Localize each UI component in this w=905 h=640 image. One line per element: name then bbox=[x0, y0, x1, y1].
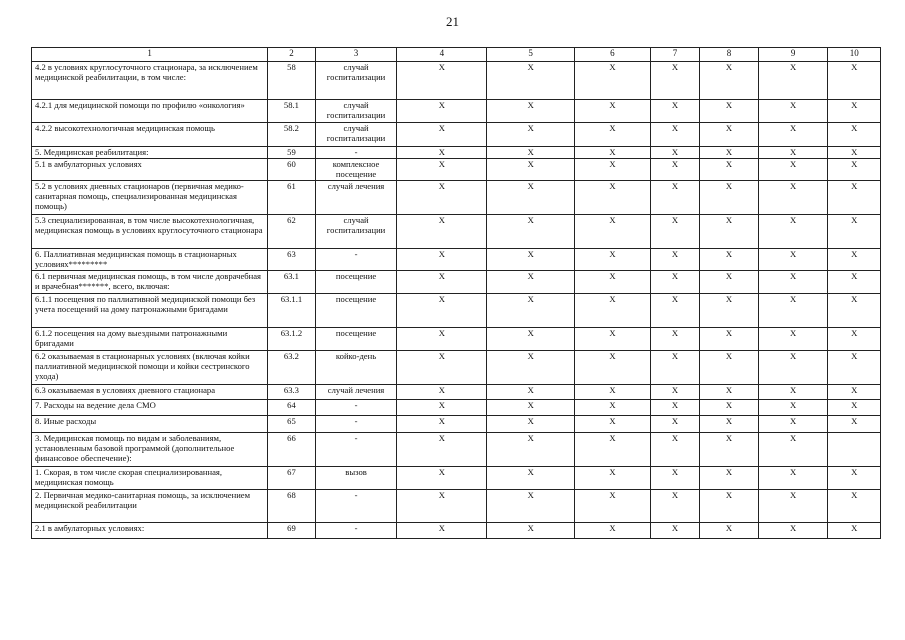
value-cell: Х bbox=[650, 147, 699, 159]
value-cell: Х bbox=[397, 294, 487, 328]
value-cell: Х bbox=[828, 62, 881, 100]
table-row bbox=[32, 385, 881, 400]
value-cell: Х bbox=[700, 467, 759, 490]
value-cell: Х bbox=[397, 416, 487, 433]
table-row bbox=[32, 400, 881, 416]
value-cell: Х bbox=[650, 416, 699, 433]
table-row bbox=[32, 215, 881, 249]
row-unit: вызов bbox=[315, 467, 397, 490]
value-cell: Х bbox=[575, 62, 651, 100]
value-cell: Х bbox=[758, 490, 828, 523]
value-cell: Х bbox=[828, 249, 881, 271]
row-unit: посещение bbox=[315, 294, 397, 328]
value-cell: Х bbox=[828, 467, 881, 490]
value-cell: Х bbox=[575, 294, 651, 328]
row-unit: комплексное посещение bbox=[315, 159, 397, 181]
value-cell: Х bbox=[487, 400, 575, 416]
value-cell: Х bbox=[650, 385, 699, 400]
table-row bbox=[32, 123, 881, 147]
value-cell: Х bbox=[397, 62, 487, 100]
value-cell: Х bbox=[828, 490, 881, 523]
value-cell: Х bbox=[575, 100, 651, 123]
row-unit: - bbox=[315, 490, 397, 523]
value-cell: Х bbox=[397, 123, 487, 147]
value-cell: Х bbox=[828, 159, 881, 181]
value-cell bbox=[828, 433, 881, 467]
value-cell: Х bbox=[650, 328, 699, 351]
row-code: 69 bbox=[268, 523, 315, 539]
table-row bbox=[32, 181, 881, 215]
value-cell: Х bbox=[397, 271, 487, 294]
table-row bbox=[32, 249, 881, 271]
value-cell: Х bbox=[828, 271, 881, 294]
value-cell: Х bbox=[487, 490, 575, 523]
value-cell: Х bbox=[397, 433, 487, 467]
value-cell: Х bbox=[758, 249, 828, 271]
value-cell: Х bbox=[700, 100, 759, 123]
value-cell: Х bbox=[487, 159, 575, 181]
column-header: 5 bbox=[487, 48, 575, 62]
row-indicator-name: 5.2 в условиях дневных стационаров (первичная медико-санитарная помощь, специализированная медицинская помощь) bbox=[32, 181, 268, 215]
value-cell: Х bbox=[575, 400, 651, 416]
row-indicator-name: 4.2.1 для медицинской помощи по профилю «онкология» bbox=[32, 100, 268, 123]
value-cell: Х bbox=[397, 100, 487, 123]
row-indicator-name: 7. Расходы на ведение дела СМО bbox=[32, 400, 268, 416]
row-code: 64 bbox=[268, 400, 315, 416]
row-code: 63.1.2 bbox=[268, 328, 315, 351]
row-code: 60 bbox=[268, 159, 315, 181]
value-cell: Х bbox=[758, 467, 828, 490]
row-indicator-name: 6. Паллиативная медицинская помощь в стационарных условиях********* bbox=[32, 249, 268, 271]
value-cell: Х bbox=[575, 271, 651, 294]
value-cell: Х bbox=[828, 400, 881, 416]
value-cell: Х bbox=[575, 385, 651, 400]
value-cell: Х bbox=[487, 147, 575, 159]
table-row bbox=[32, 294, 881, 328]
value-cell: Х bbox=[758, 385, 828, 400]
column-header: 3 bbox=[315, 48, 397, 62]
value-cell: Х bbox=[397, 523, 487, 539]
value-cell: Х bbox=[487, 215, 575, 249]
row-indicator-name: 8. Иные расходы bbox=[32, 416, 268, 433]
value-cell: Х bbox=[650, 215, 699, 249]
row-indicator-name: 5.1 в амбулаторных условиях bbox=[32, 159, 268, 181]
row-code: 58.2 bbox=[268, 123, 315, 147]
row-indicator-name: 5. Медицинская реабилитация: bbox=[32, 147, 268, 159]
value-cell: Х bbox=[758, 328, 828, 351]
value-cell: Х bbox=[397, 249, 487, 271]
value-cell: Х bbox=[700, 181, 759, 215]
value-cell: Х bbox=[575, 181, 651, 215]
value-cell: Х bbox=[758, 294, 828, 328]
page-number: 21 bbox=[446, 14, 459, 29]
row-code: 59 bbox=[268, 147, 315, 159]
value-cell: Х bbox=[575, 147, 651, 159]
row-code: 58 bbox=[268, 62, 315, 100]
value-cell: Х bbox=[700, 400, 759, 416]
row-indicator-name: 6.1.2 посещения на дому выездными патронажными бригадами bbox=[32, 328, 268, 351]
value-cell: Х bbox=[650, 181, 699, 215]
value-cell: Х bbox=[828, 294, 881, 328]
column-header: 4 bbox=[397, 48, 487, 62]
value-cell: Х bbox=[650, 400, 699, 416]
table-row bbox=[32, 271, 881, 294]
value-cell: Х bbox=[487, 100, 575, 123]
column-header: 10 bbox=[828, 48, 881, 62]
value-cell: Х bbox=[397, 215, 487, 249]
row-unit: случай лечения bbox=[315, 181, 397, 215]
row-unit: койко-день bbox=[315, 351, 397, 385]
value-cell: Х bbox=[487, 328, 575, 351]
value-cell: Х bbox=[758, 271, 828, 294]
value-cell: Х bbox=[487, 123, 575, 147]
value-cell: Х bbox=[650, 433, 699, 467]
value-cell: Х bbox=[575, 215, 651, 249]
row-indicator-name: 4.2.2 высокотехнологичная медицинская помощь bbox=[32, 123, 268, 147]
value-cell: Х bbox=[758, 62, 828, 100]
row-indicator-name: 6.1.1 посещения по паллиативной медицинской помощи без учета посещений на дому патронажными бригадами bbox=[32, 294, 268, 328]
value-cell: Х bbox=[650, 351, 699, 385]
value-cell: Х bbox=[650, 249, 699, 271]
value-cell: Х bbox=[487, 385, 575, 400]
value-cell: Х bbox=[700, 123, 759, 147]
row-unit: - bbox=[315, 147, 397, 159]
value-cell: Х bbox=[700, 249, 759, 271]
table-row bbox=[32, 351, 881, 385]
row-unit: случай лечения bbox=[315, 385, 397, 400]
data-table bbox=[31, 47, 881, 539]
table-row bbox=[32, 100, 881, 123]
value-cell: Х bbox=[700, 159, 759, 181]
value-cell: Х bbox=[758, 351, 828, 385]
value-cell: Х bbox=[397, 351, 487, 385]
table-row bbox=[32, 328, 881, 351]
row-code: 63.2 bbox=[268, 351, 315, 385]
row-indicator-name: 6.3 оказываемая в условиях дневного стационара bbox=[32, 385, 268, 400]
row-indicator-name: 6.2 оказываемая в стационарных условиях (включая койки паллиативной медицинской помощи и койки сестринского ухода) bbox=[32, 351, 268, 385]
table-row bbox=[32, 62, 881, 100]
value-cell: Х bbox=[758, 416, 828, 433]
table-row bbox=[32, 416, 881, 433]
value-cell: Х bbox=[487, 416, 575, 433]
row-code: 68 bbox=[268, 490, 315, 523]
value-cell: Х bbox=[700, 490, 759, 523]
value-cell: Х bbox=[828, 416, 881, 433]
value-cell: Х bbox=[700, 294, 759, 328]
value-cell: Х bbox=[700, 523, 759, 539]
row-unit: посещение bbox=[315, 328, 397, 351]
row-indicator-name: 2. Первичная медико-санитарная помощь, за исключением медицинской реабилитации bbox=[32, 490, 268, 523]
value-cell: Х bbox=[700, 385, 759, 400]
value-cell: Х bbox=[575, 159, 651, 181]
row-code: 63.3 bbox=[268, 385, 315, 400]
row-unit: - bbox=[315, 433, 397, 467]
value-cell: Х bbox=[700, 147, 759, 159]
value-cell: Х bbox=[828, 147, 881, 159]
row-unit: - bbox=[315, 400, 397, 416]
value-cell: Х bbox=[828, 328, 881, 351]
value-cell: Х bbox=[650, 271, 699, 294]
row-indicator-name: 2.1 в амбулаторных условиях: bbox=[32, 523, 268, 539]
value-cell: Х bbox=[758, 523, 828, 539]
value-cell: Х bbox=[650, 294, 699, 328]
value-cell: Х bbox=[758, 181, 828, 215]
value-cell: Х bbox=[758, 400, 828, 416]
value-cell: Х bbox=[700, 215, 759, 249]
value-cell: Х bbox=[650, 490, 699, 523]
row-unit: случай госпитализации bbox=[315, 215, 397, 249]
table-row bbox=[32, 523, 881, 539]
value-cell: Х bbox=[758, 433, 828, 467]
value-cell: Х bbox=[575, 249, 651, 271]
value-cell: Х bbox=[487, 181, 575, 215]
value-cell: Х bbox=[397, 467, 487, 490]
table-row bbox=[32, 490, 881, 523]
value-cell: Х bbox=[487, 271, 575, 294]
value-cell: Х bbox=[397, 181, 487, 215]
row-code: 62 bbox=[268, 215, 315, 249]
row-unit: случай госпитализации bbox=[315, 123, 397, 147]
row-code: 63.1.1 bbox=[268, 294, 315, 328]
value-cell: Х bbox=[700, 351, 759, 385]
value-cell: Х bbox=[487, 62, 575, 100]
value-cell: Х bbox=[575, 416, 651, 433]
value-cell: Х bbox=[758, 215, 828, 249]
column-header: 9 bbox=[758, 48, 828, 62]
value-cell: Х bbox=[650, 100, 699, 123]
row-code: 61 bbox=[268, 181, 315, 215]
value-cell: Х bbox=[700, 62, 759, 100]
row-unit: - bbox=[315, 416, 397, 433]
row-indicator-name: 6.1 первичная медицинская помощь, в том числе доврачебная и врачебная*******, всего, включая: bbox=[32, 271, 268, 294]
value-cell: Х bbox=[758, 147, 828, 159]
row-code: 63.1 bbox=[268, 271, 315, 294]
row-indicator-name: 3. Медицинская помощь по видам и заболеваниям, установленным базовой программой (дополнительное финансовое обеспечение): bbox=[32, 433, 268, 467]
value-cell: Х bbox=[828, 215, 881, 249]
value-cell: Х bbox=[575, 123, 651, 147]
row-indicator-name: 4.2 в условиях круглосуточного стационара, за исключением медицинской реабилитации, в том числе: bbox=[32, 62, 268, 100]
value-cell: Х bbox=[487, 523, 575, 539]
value-cell: Х bbox=[397, 328, 487, 351]
row-code: 67 bbox=[268, 467, 315, 490]
value-cell: Х bbox=[487, 433, 575, 467]
value-cell: Х bbox=[487, 249, 575, 271]
value-cell: Х bbox=[575, 523, 651, 539]
value-cell: Х bbox=[575, 351, 651, 385]
value-cell: Х bbox=[397, 400, 487, 416]
value-cell: Х bbox=[650, 62, 699, 100]
table-row bbox=[32, 147, 881, 159]
value-cell: Х bbox=[397, 385, 487, 400]
value-cell: Х bbox=[700, 271, 759, 294]
value-cell: Х bbox=[828, 385, 881, 400]
value-cell: Х bbox=[700, 328, 759, 351]
row-code: 65 bbox=[268, 416, 315, 433]
row-indicator-name: 1. Скорая, в том числе скорая специализированная, медицинская помощь bbox=[32, 467, 268, 490]
table-row bbox=[32, 433, 881, 467]
column-header: 6 bbox=[575, 48, 651, 62]
value-cell: Х bbox=[650, 123, 699, 147]
value-cell: Х bbox=[397, 147, 487, 159]
value-cell: Х bbox=[828, 181, 881, 215]
value-cell: Х bbox=[700, 433, 759, 467]
row-code: 63 bbox=[268, 249, 315, 271]
column-header: 2 bbox=[268, 48, 315, 62]
table-row bbox=[32, 159, 881, 181]
table-row bbox=[32, 467, 881, 490]
value-cell: Х bbox=[487, 351, 575, 385]
value-cell: Х bbox=[700, 416, 759, 433]
column-number-row bbox=[32, 48, 881, 62]
row-unit: - bbox=[315, 249, 397, 271]
value-cell: Х bbox=[575, 433, 651, 467]
value-cell: Х bbox=[487, 294, 575, 328]
value-cell: Х bbox=[828, 523, 881, 539]
value-cell: Х bbox=[758, 159, 828, 181]
value-cell: Х bbox=[758, 123, 828, 147]
row-unit: посещение bbox=[315, 271, 397, 294]
value-cell: Х bbox=[487, 467, 575, 490]
value-cell: Х bbox=[397, 159, 487, 181]
row-indicator-name: 5.3 специализированная, в том числе высокотехнологичная, медицинская помощь в условиях круглосуточного стационара bbox=[32, 215, 268, 249]
value-cell: Х bbox=[758, 100, 828, 123]
value-cell: Х bbox=[650, 467, 699, 490]
value-cell: Х bbox=[828, 100, 881, 123]
column-header: 1 bbox=[32, 48, 268, 62]
value-cell: Х bbox=[650, 523, 699, 539]
row-code: 58.1 bbox=[268, 100, 315, 123]
value-cell: Х bbox=[397, 490, 487, 523]
row-unit: - bbox=[315, 523, 397, 539]
value-cell: Х bbox=[650, 159, 699, 181]
row-unit: случай госпитализации bbox=[315, 100, 397, 123]
column-header: 8 bbox=[700, 48, 759, 62]
value-cell: Х bbox=[575, 490, 651, 523]
row-unit: случай госпитализации bbox=[315, 62, 397, 100]
value-cell: Х bbox=[828, 351, 881, 385]
column-header: 7 bbox=[650, 48, 699, 62]
row-code: 66 bbox=[268, 433, 315, 467]
value-cell: Х bbox=[575, 467, 651, 490]
value-cell: Х bbox=[828, 123, 881, 147]
value-cell: Х bbox=[575, 328, 651, 351]
